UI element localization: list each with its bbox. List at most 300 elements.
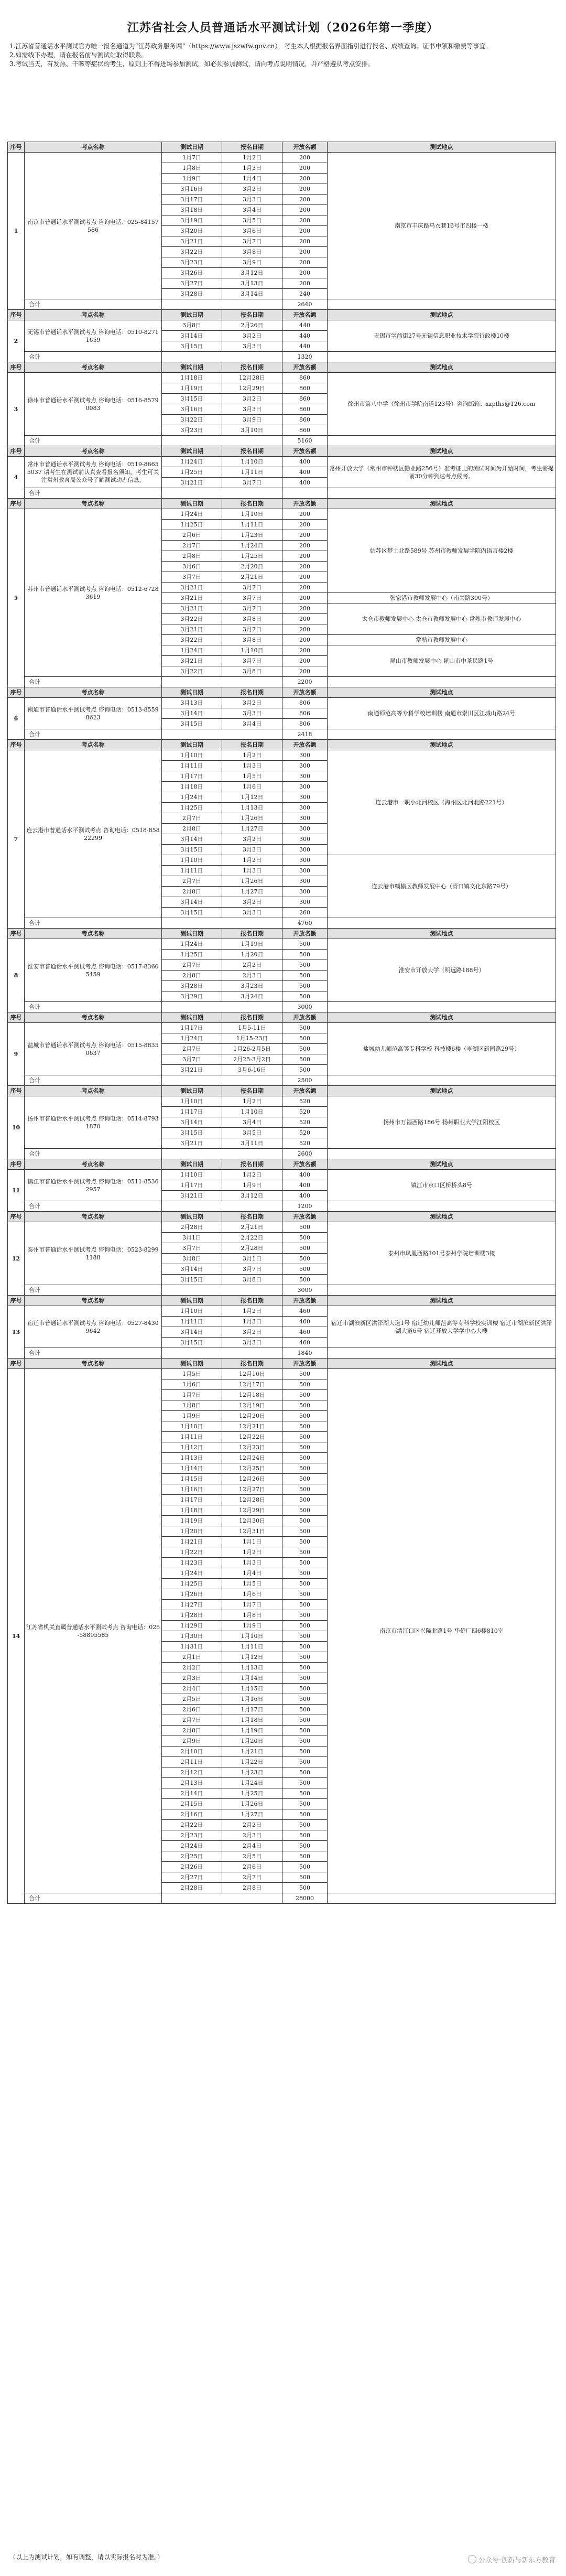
col-header-test-date: 测试日期 — [162, 687, 222, 698]
test-date: 1月25日 — [162, 1579, 222, 1589]
col-header-no: 序号 — [8, 1012, 25, 1023]
test-date: 3月21日 — [162, 624, 222, 635]
total-spacer — [328, 488, 556, 499]
table-row — [8, 320, 556, 331]
registration-date: 1月2日 — [222, 855, 282, 866]
test-date: 2月7日 — [162, 541, 222, 551]
total-spacer — [328, 436, 556, 446]
total-label: 合计 — [25, 352, 162, 362]
test-date: 3月7日 — [162, 1054, 222, 1065]
quota: 806 — [282, 708, 328, 719]
registration-date: 3月8日 — [222, 1275, 282, 1285]
total-label: 合计 — [25, 1149, 162, 1159]
registration-date: 3月3日 — [222, 845, 282, 855]
quota: 300 — [282, 824, 328, 834]
test-date: 2月28日 — [162, 1883, 222, 1893]
registration-date: 1月22日 — [222, 1757, 282, 1767]
col-header-reg-date: 报名日期 — [222, 142, 282, 153]
col-header-no: 序号 — [8, 310, 25, 320]
header-row — [8, 1359, 556, 1369]
quota: 500 — [282, 1474, 328, 1484]
quota: 500 — [282, 1841, 328, 1851]
test-date: 2月7日 — [162, 813, 222, 824]
quota: 200 — [282, 247, 328, 257]
quota: 500 — [282, 1033, 328, 1044]
col-header-venue: 测试地点 — [328, 1212, 556, 1222]
header-row — [8, 929, 556, 939]
test-date: 1月6日 — [162, 1379, 222, 1390]
quota: 500 — [282, 1453, 328, 1463]
total-spacer — [328, 1348, 556, 1359]
registration-date: 1月12日 — [222, 1652, 282, 1663]
test-date: 2月8日 — [162, 887, 222, 897]
test-date: 3月16日 — [162, 184, 222, 195]
registration-date: 3月23日 — [222, 981, 282, 991]
test-date: 3月14日 — [162, 708, 222, 719]
col-header-site: 考点名称 — [25, 1359, 162, 1369]
header-row — [8, 687, 556, 698]
section-number: 8 — [8, 939, 25, 1012]
col-header-reg-date: 报名日期 — [222, 446, 282, 457]
quota: 500 — [282, 1379, 328, 1390]
quota: 860 — [282, 404, 328, 415]
quota: 860 — [282, 415, 328, 425]
quota: 500 — [282, 1421, 328, 1432]
test-date: 2月3日 — [162, 1673, 222, 1684]
test-date: 1月8日 — [162, 1400, 222, 1411]
test-date: 1月7日 — [162, 1390, 222, 1400]
registration-date: 1月11日 — [222, 520, 282, 530]
registration-date: 1月10日 — [222, 645, 282, 656]
registration-date: 2月2日 — [222, 960, 282, 971]
quota: 200 — [282, 257, 328, 268]
test-date: 1月8日 — [162, 163, 222, 174]
test-date: 3月21日 — [162, 1191, 222, 1201]
test-date: 3月21日 — [162, 583, 222, 593]
registration-date: 3月7日 — [222, 656, 282, 666]
test-date: 2月7日 — [162, 960, 222, 971]
test-date: 1月18日 — [162, 373, 222, 383]
test-date: 3月21日 — [162, 593, 222, 603]
registration-date: 1月25日 — [222, 551, 282, 562]
test-date: 1月25日 — [162, 803, 222, 813]
test-date: 3月28日 — [162, 981, 222, 991]
quota: 300 — [282, 876, 328, 887]
col-header-no: 序号 — [8, 1359, 25, 1369]
test-date: 1月13日 — [162, 1453, 222, 1463]
quota: 520 — [282, 1117, 328, 1128]
quota: 300 — [282, 761, 328, 771]
quota: 300 — [282, 750, 328, 761]
test-date: 3月15日 — [162, 719, 222, 729]
test-date: 1月28日 — [162, 1610, 222, 1621]
test-date: 1月10日 — [162, 855, 222, 866]
quota: 200 — [282, 614, 328, 624]
registration-date: 3月4日 — [222, 205, 282, 215]
test-date: 3月23日 — [162, 257, 222, 268]
quota: 500 — [282, 1390, 328, 1400]
quota: 500 — [282, 1757, 328, 1767]
table-row — [8, 750, 556, 761]
registration-date: 1月15日 — [222, 1684, 282, 1694]
total-spacer — [328, 1149, 556, 1159]
site-name: 徐州市普通话水平测试考点 咨询电话：0516-85790083 — [25, 373, 162, 436]
venue: 盐城幼儿师范高等专科学校 科技楼6楼（亭湖区新园路29号） — [328, 1023, 556, 1075]
site-name: 苏州市普通话水平测试考点 咨询电话：0512-67283619 — [25, 509, 162, 677]
col-header-quota: 开放名额 — [282, 142, 328, 153]
quota: 500 — [282, 1631, 328, 1642]
test-date: 2月4日 — [162, 1684, 222, 1694]
test-date: 3月15日 — [162, 1128, 222, 1138]
col-header-site: 考点名称 — [25, 1212, 162, 1222]
header-row — [8, 1212, 556, 1222]
registration-date: 1月11日 — [222, 1642, 282, 1652]
quota: 860 — [282, 394, 328, 404]
col-header-venue: 测试地点 — [328, 362, 556, 373]
header-row — [8, 142, 556, 153]
registration-date: 1月17日 — [222, 1705, 282, 1715]
quota: 500 — [282, 1663, 328, 1673]
col-header-venue: 测试地点 — [328, 499, 556, 509]
registration-date: 1月9日 — [222, 1621, 282, 1631]
test-date: 2月1日 — [162, 1652, 222, 1663]
quota: 200 — [282, 520, 328, 530]
quota: 200 — [282, 226, 328, 236]
quota: 460 — [282, 1317, 328, 1327]
total-spacer — [162, 436, 282, 446]
test-date: 2月9日 — [162, 1736, 222, 1747]
total-row — [8, 1893, 556, 1904]
quota: 300 — [282, 771, 328, 782]
test-date: 2月15日 — [162, 1799, 222, 1809]
total-label: 合计 — [25, 918, 162, 929]
col-header-venue: 测试地点 — [328, 1012, 556, 1023]
test-date: 1月11日 — [162, 1432, 222, 1442]
quota: 500 — [282, 971, 328, 981]
test-date: 3月18日 — [162, 205, 222, 215]
registration-date: 3月3日 — [222, 1338, 282, 1348]
registration-date: 1月23日 — [222, 530, 282, 541]
test-date: 1月10日 — [162, 750, 222, 761]
col-header-test-date: 测试日期 — [162, 929, 222, 939]
registration-date: 1月3日 — [222, 163, 282, 174]
col-header-quota: 开放名额 — [282, 1159, 328, 1170]
registration-date: 3月8日 — [222, 614, 282, 624]
quota: 200 — [282, 572, 328, 583]
registration-date: 1月6日 — [222, 782, 282, 792]
registration-date: 1月2日 — [222, 750, 282, 761]
test-date: 1月19日 — [162, 383, 222, 394]
registration-date: 1月4日 — [222, 174, 282, 184]
total-value: 2500 — [282, 1075, 328, 1086]
quota: 806 — [282, 719, 328, 729]
test-date: 1月25日 — [162, 467, 222, 478]
test-date: 2月16日 — [162, 1809, 222, 1820]
col-header-quota: 开放名额 — [282, 310, 328, 320]
test-date: 1月7日 — [162, 153, 222, 163]
venue: 姑苏区梦士北路589号 苏州市教师发展学院内语言楼2楼 — [328, 509, 556, 593]
registration-date: 3月3日 — [222, 341, 282, 352]
total-spacer — [328, 299, 556, 310]
test-date: 2月6日 — [162, 1705, 222, 1715]
registration-date: 1月26-2月5日 — [222, 1044, 282, 1054]
quota: 400 — [282, 467, 328, 478]
venue: 南京市清江口区兴隆北路1号 华侨厂四6楼810室 — [328, 1369, 556, 1893]
quota: 200 — [282, 509, 328, 520]
registration-date: 3月9日 — [222, 257, 282, 268]
quota: 500 — [282, 1684, 328, 1694]
quota: 400 — [282, 1170, 328, 1180]
test-date: 1月11日 — [162, 761, 222, 771]
total-value: 4760 — [282, 918, 328, 929]
site-name: 宿迁市普通话水平测试考点 咨询电话：0527-84309642 — [25, 1306, 162, 1348]
quota: 520 — [282, 1138, 328, 1149]
quota: 200 — [282, 195, 328, 205]
total-value: 28000 — [282, 1893, 328, 1904]
col-header-no: 序号 — [8, 1159, 25, 1170]
registration-date: 12月28日 — [222, 373, 282, 383]
table-row — [8, 698, 556, 708]
section-number: 14 — [8, 1369, 25, 1904]
quota: 500 — [282, 1715, 328, 1726]
registration-date: 3月7日 — [222, 583, 282, 593]
registration-date: 1月14日 — [222, 1673, 282, 1684]
registration-date: 1月11日 — [222, 467, 282, 478]
registration-date: 3月7日 — [222, 603, 282, 614]
total-row — [8, 918, 556, 929]
venue: 淮安市开放大学（明远路188号） — [328, 939, 556, 1002]
test-date: 3月15日 — [162, 341, 222, 352]
table-row — [8, 1369, 556, 1379]
total-label: 合计 — [25, 1285, 162, 1296]
registration-date: 1月5-11日 — [222, 1023, 282, 1033]
quota: 400 — [282, 478, 328, 488]
test-date: 3月7日 — [162, 1243, 222, 1254]
total-label: 合计 — [25, 1002, 162, 1012]
quota: 200 — [282, 278, 328, 289]
col-header-no: 序号 — [8, 929, 25, 939]
quota: 500 — [282, 1222, 328, 1233]
registration-date: 3月7日 — [222, 593, 282, 603]
registration-date: 1月20日 — [222, 1736, 282, 1747]
registration-date: 3月3日 — [222, 195, 282, 205]
section-number: 12 — [8, 1222, 25, 1296]
registration-date: 1月24日 — [222, 1778, 282, 1788]
test-date: 1月24日 — [162, 509, 222, 520]
wechat-icon — [468, 2555, 476, 2563]
total-value: 1320 — [282, 352, 328, 362]
test-date: 3月22日 — [162, 415, 222, 425]
quota: 860 — [282, 383, 328, 394]
header-row — [8, 1159, 556, 1170]
quota: 500 — [282, 1484, 328, 1495]
test-date: 2月8日 — [162, 971, 222, 981]
test-date: 1月10日 — [162, 1306, 222, 1317]
test-date: 3月15日 — [162, 394, 222, 404]
test-date: 3月21日 — [162, 236, 222, 247]
test-date: 1月17日 — [162, 771, 222, 782]
quota: 200 — [282, 153, 328, 163]
total-label: 合计 — [25, 677, 162, 687]
registration-date: 1月6日 — [222, 1589, 282, 1600]
registration-date: 2月20日 — [222, 562, 282, 572]
quota: 860 — [282, 373, 328, 383]
total-spacer — [162, 1149, 282, 1159]
header-row — [8, 446, 556, 457]
quota: 240 — [282, 289, 328, 299]
test-date: 2月11日 — [162, 1757, 222, 1767]
col-header-venue: 测试地点 — [328, 740, 556, 750]
col-header-no: 序号 — [8, 687, 25, 698]
test-date: 1月24日 — [162, 1033, 222, 1044]
test-date: 1月30日 — [162, 1631, 222, 1642]
col-header-quota: 开放名额 — [282, 687, 328, 698]
quota: 200 — [282, 645, 328, 656]
registration-date: 3月6-16日 — [222, 1065, 282, 1075]
site-name: 镇江市普通话水平测试考点 咨询电话：0511-85362957 — [25, 1170, 162, 1201]
registration-date: 3月8日 — [222, 635, 282, 645]
col-header-reg-date: 报名日期 — [222, 499, 282, 509]
quota: 500 — [282, 1610, 328, 1621]
registration-date: 1月2日 — [222, 1306, 282, 1317]
test-date: 1月12日 — [162, 1442, 222, 1453]
total-spacer — [328, 918, 556, 929]
quota: 500 — [282, 1023, 328, 1033]
venue: 常州开放大学（常州市钟楼区勤业路256号）准考证上的测试时间为开始时间，考生需提前30分钟到达考点候考。 — [328, 457, 556, 488]
col-header-quota: 开放名额 — [282, 1296, 328, 1306]
total-spacer — [162, 299, 282, 310]
test-date: 2月10日 — [162, 1747, 222, 1757]
col-header-reg-date: 报名日期 — [222, 1212, 282, 1222]
test-date: 3月23日 — [162, 425, 222, 436]
total-row — [8, 677, 556, 687]
registration-date: 2月6日 — [222, 1862, 282, 1872]
test-date: 1月24日 — [162, 792, 222, 803]
registration-date: 12月26日 — [222, 1474, 282, 1484]
test-date: 1月25日 — [162, 520, 222, 530]
test-date: 3月29日 — [162, 991, 222, 1002]
note-line: 3.考试当天，有发热、干咳等症状的考生，原则上不得进场参加测试，如必须参加测试，请向考点说明情况，并严格遵从考点安排。 — [9, 60, 374, 68]
col-header-venue: 测试地点 — [328, 929, 556, 939]
total-spacer — [162, 1002, 282, 1012]
registration-date: 1月18日 — [222, 1715, 282, 1726]
quota: 500 — [282, 939, 328, 950]
registration-date: 3月14日 — [222, 289, 282, 299]
total-value: 2600 — [282, 1149, 328, 1159]
test-date: 1月26日 — [162, 1589, 222, 1600]
quota: 500 — [282, 1778, 328, 1788]
col-header-no: 序号 — [8, 142, 25, 153]
total-label: 合计 — [25, 436, 162, 446]
quota: 500 — [282, 1054, 328, 1065]
registration-date: 1月5日 — [222, 1579, 282, 1589]
test-date: 1月9日 — [162, 1411, 222, 1421]
test-date: 2月27日 — [162, 1872, 222, 1883]
quota: 200 — [282, 174, 328, 184]
registration-date: 3月24日 — [222, 991, 282, 1002]
total-spacer — [328, 677, 556, 687]
test-date: 1月21日 — [162, 1537, 222, 1547]
registration-date: 1月21日 — [222, 1747, 282, 1757]
registration-date: 1月13日 — [222, 803, 282, 813]
total-label: 合计 — [25, 1893, 162, 1904]
quota: 300 — [282, 803, 328, 813]
col-header-test-date: 测试日期 — [162, 362, 222, 373]
registration-date: 1月20日 — [222, 950, 282, 960]
test-date: 1月17日 — [162, 1107, 222, 1117]
venue: 泰州市凤凰西路101号泰州学院培训楼3楼 — [328, 1222, 556, 1285]
col-header-venue: 测试地点 — [328, 1359, 556, 1369]
table-row — [8, 153, 556, 163]
col-header-quota: 开放名额 — [282, 362, 328, 373]
registration-date: 1月5日 — [222, 771, 282, 782]
col-header-test-date: 测试日期 — [162, 142, 222, 153]
test-date: 3月15日 — [162, 908, 222, 918]
registration-date: 2月7日 — [222, 1872, 282, 1883]
test-date: 1月20日 — [162, 1526, 222, 1537]
col-header-reg-date: 报名日期 — [222, 310, 282, 320]
registration-date: 2月22日 — [222, 1233, 282, 1243]
col-header-site: 考点名称 — [25, 1159, 162, 1170]
quota: 500 — [282, 1830, 328, 1841]
quota: 500 — [282, 1747, 328, 1757]
total-label: 合计 — [25, 299, 162, 310]
total-spacer — [328, 1201, 556, 1212]
col-header-no: 序号 — [8, 740, 25, 750]
total-spacer — [162, 1285, 282, 1296]
quota: 500 — [282, 1851, 328, 1862]
total-row — [8, 1002, 556, 1012]
venue: 扬州市万福西路186号 扬州职业大学江阳校区 — [328, 1096, 556, 1149]
test-date: 1月10日 — [162, 1421, 222, 1432]
registration-date: 1月19日 — [222, 1726, 282, 1736]
col-header-quota: 开放名额 — [282, 1359, 328, 1369]
section-number: 5 — [8, 509, 25, 687]
registration-date: 1月27日 — [222, 887, 282, 897]
watermark — [468, 2555, 556, 2564]
test-date: 1月24日 — [162, 939, 222, 950]
total-spacer — [162, 352, 282, 362]
test-date: 2月26日 — [162, 1862, 222, 1872]
test-date: 2月7日 — [162, 1715, 222, 1726]
quota: 500 — [282, 1883, 328, 1893]
registration-date: 3月2日 — [222, 897, 282, 908]
registration-date: 1月25日 — [222, 1788, 282, 1799]
test-date: 1月25日 — [162, 950, 222, 960]
table-row — [8, 1222, 556, 1233]
registration-date: 3月5日 — [222, 215, 282, 226]
section-number: 4 — [8, 457, 25, 499]
col-header-venue: 测试地点 — [328, 1086, 556, 1096]
registration-date: 3月4日 — [222, 1117, 282, 1128]
col-header-test-date: 测试日期 — [162, 1296, 222, 1306]
test-date: 3月15日 — [162, 1338, 222, 1348]
registration-date: 12月28日 — [222, 1495, 282, 1505]
col-header-quota: 开放名额 — [282, 499, 328, 509]
quota: 200 — [282, 666, 328, 677]
quota: 200 — [282, 562, 328, 572]
watermark-text: 公众号·创新与新东方教育 — [478, 2557, 556, 2564]
col-header-no: 序号 — [8, 362, 25, 373]
col-header-test-date: 测试日期 — [162, 740, 222, 750]
test-date: 2月13日 — [162, 1778, 222, 1788]
section-number: 6 — [8, 698, 25, 740]
registration-date: 1月9日 — [222, 1180, 282, 1191]
section-number: 2 — [8, 320, 25, 362]
test-date: 2月8日 — [162, 1726, 222, 1736]
venue: 无锡市学前街27号无锡信息职业技术学院行政楼10楼 — [328, 320, 556, 352]
registration-date: 12月29日 — [222, 1505, 282, 1516]
